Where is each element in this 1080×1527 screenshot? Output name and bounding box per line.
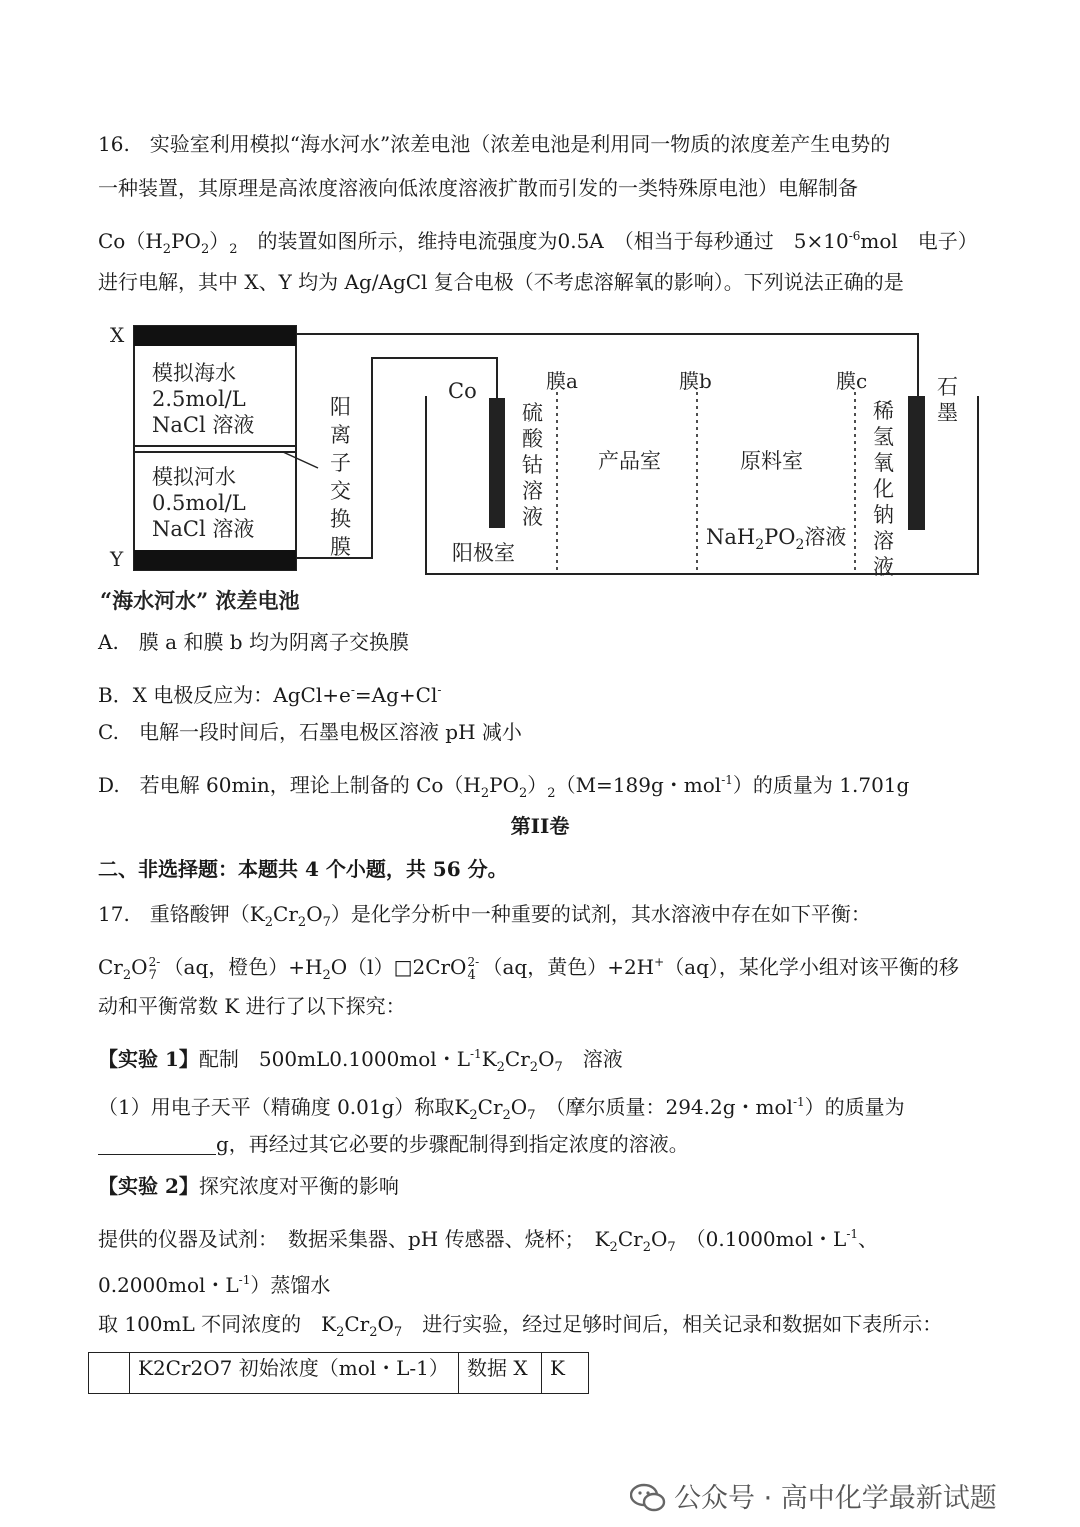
electrode-y (134, 550, 296, 570)
co-electrode (489, 398, 505, 528)
label-nah2po2: $NaH_2PO_2$溶液 (706, 525, 847, 553)
section-heading: 二、非选择题：本题共 4 个小题，共 56 分。 (98, 857, 508, 881)
svg-text:液: 液 (522, 505, 543, 529)
river-line-1: 模拟河水 (152, 465, 236, 489)
svg-text:交: 交 (330, 479, 351, 503)
label-x: X (110, 323, 125, 347)
label-anode-room: 阳极室 (452, 541, 515, 565)
sea-line-1: 模拟海水 (152, 361, 236, 385)
label-y: Y (110, 547, 124, 571)
q16-line-2: 一种装置，其原理是高浓度溶液向低浓度溶液扩散而引发的一类特殊原电池）电解制备 (98, 176, 858, 200)
sea-line-3: NaCl 溶液 (152, 413, 255, 437)
svg-text:化: 化 (873, 477, 894, 501)
table-header-data-x: 数据 X (459, 1353, 542, 1394)
river-line-3: NaCl 溶液 (152, 517, 255, 541)
svg-text:换: 换 (330, 507, 351, 531)
river-line-2: 0.5mol/L (152, 491, 246, 515)
label-co: Co (448, 379, 477, 403)
table-row (89, 1353, 589, 1394)
svg-text:稀: 稀 (873, 399, 894, 423)
sea-line-2: 2.5mol/L (152, 387, 246, 411)
q17-take: 取 100mL 不同浓度的 $K_2Cr_2O_7$ 进行实验，经过足够时间后，相关记录和数据如下表所示： (98, 1312, 943, 1340)
option-c: C. 电解一段时间后，石墨电极区溶液 pH 减小 (98, 720, 522, 744)
svg-text:离: 离 (330, 423, 351, 447)
q17-part1-answer: g，再经过其它必要的步骤配制得到指定浓度的溶液。 (98, 1130, 689, 1158)
table-header-concentration: K2Cr2O7 初始浓度（mol・L-1） (130, 1353, 459, 1394)
option-b: B．X 电极反应为：AgCl+e-=Ag+Cl- (98, 683, 442, 707)
label-coso4 (522, 401, 544, 529)
svg-text:溶: 溶 (522, 479, 543, 503)
label-membrane-c: 膜c (836, 369, 868, 393)
section-title: 第II卷 (510, 814, 570, 838)
label-membrane-b: 膜b (679, 369, 712, 393)
wire-x (296, 334, 918, 396)
label-product-room: 产品室 (598, 449, 661, 473)
svg-text:硫: 硫 (522, 401, 543, 425)
label-membrane-a: 膜a (546, 369, 578, 393)
watermark: 公众号 · 高中化学最新试题 (630, 1476, 997, 1520)
figure-caption: “海水河水” 浓差电池 (100, 588, 300, 613)
q16-line-3: $Co(H_2PO_2)_2$ 的装置如图所示，维持电流强度为0.5A （相当于每秒通过 $5\times 10^{-6}mol$ 电子） (98, 229, 978, 257)
wechat-icon (630, 1483, 666, 1520)
answer-blank[interactable] (98, 1132, 216, 1155)
q17-exp2: 【实验 2】探究浓度对平衡的影响 (98, 1174, 399, 1198)
svg-text:膜: 膜 (330, 535, 351, 559)
svg-text:钠: 钠 (873, 503, 894, 527)
q17-instruments-2: 0.2000mol・$L^{-1}$）蒸馏水 (98, 1273, 331, 1297)
q17-exp1: 【实验 1】配制 500mL0.1000mol・$L^{-1}K_2Cr_2O_7$ 溶液 (98, 1047, 623, 1075)
q17-line-3: 动和平衡常数 K 进行了以下探究： (98, 994, 406, 1018)
option-a: A. 膜 a 和膜 b 均为阴离子交换膜 (98, 630, 409, 654)
data-table (88, 1352, 589, 1394)
q17-instruments: 提供的仪器及试剂： 数据采集器、pH 传感器、烧杯； $K_2Cr_2O_7$ （0.1000mol・$L^{-1}$、 (98, 1227, 879, 1255)
membrane-pointer (283, 452, 318, 468)
table-header-k: K (542, 1353, 589, 1394)
q16-line-1: 16. 实验室利用模拟“海水河水”浓差电池（浓差电池是利用同一物质的浓度差产生电势的 (98, 132, 891, 156)
electrode-x (134, 326, 296, 346)
option-d: D. 若电解 60min，理论上制备的 $Co(H_2PO_2)_2(M=189g$・mol$^{-1}$）的质量为 1.701g (98, 773, 910, 801)
q17-line-1: 17. 重铬酸钾$(K_2Cr_2O_7)$是化学分析中一种重要的试剂，其水溶液中存在如下平衡： (98, 902, 871, 930)
graphite-electrode (908, 396, 925, 530)
q16-line-4: 进行电解，其中 X、Y 均为 Ag/AgCl 复合电极（不考虑溶解氧的影响）。下列说法正确的是 (98, 270, 904, 294)
label-graphite-2: 墨 (937, 401, 958, 425)
svg-text:钴: 钴 (522, 453, 543, 477)
label-graphite-1: 石 (937, 375, 958, 399)
q17-equilibrium: $Cr_2O$ 2- 7 （aq，橙色）$+H_2O(l)□2CrO$ 2- 4 （aq，黄色）+2H+（aq），某化学小组对该平衡的移 (98, 955, 959, 983)
svg-text:子: 子 (330, 451, 351, 475)
label-naoh (873, 399, 894, 579)
svg-text:氢: 氢 (873, 425, 894, 449)
membrane-vertical-label (330, 395, 351, 559)
svg-text:阳: 阳 (330, 395, 351, 419)
svg-text:液: 液 (873, 555, 894, 579)
label-raw-room: 原料室 (740, 449, 803, 473)
svg-text:溶: 溶 (873, 529, 894, 553)
svg-text:氧: 氧 (873, 451, 894, 475)
q17-part1: （1）用电子天平（精确度 0.01g）称取$K_2Cr_2O_7$ （摩尔质量：294.2g・mol$^{-1}$）的质量为 (98, 1095, 905, 1123)
svg-text:酸: 酸 (522, 427, 543, 451)
table-cell (89, 1353, 130, 1394)
